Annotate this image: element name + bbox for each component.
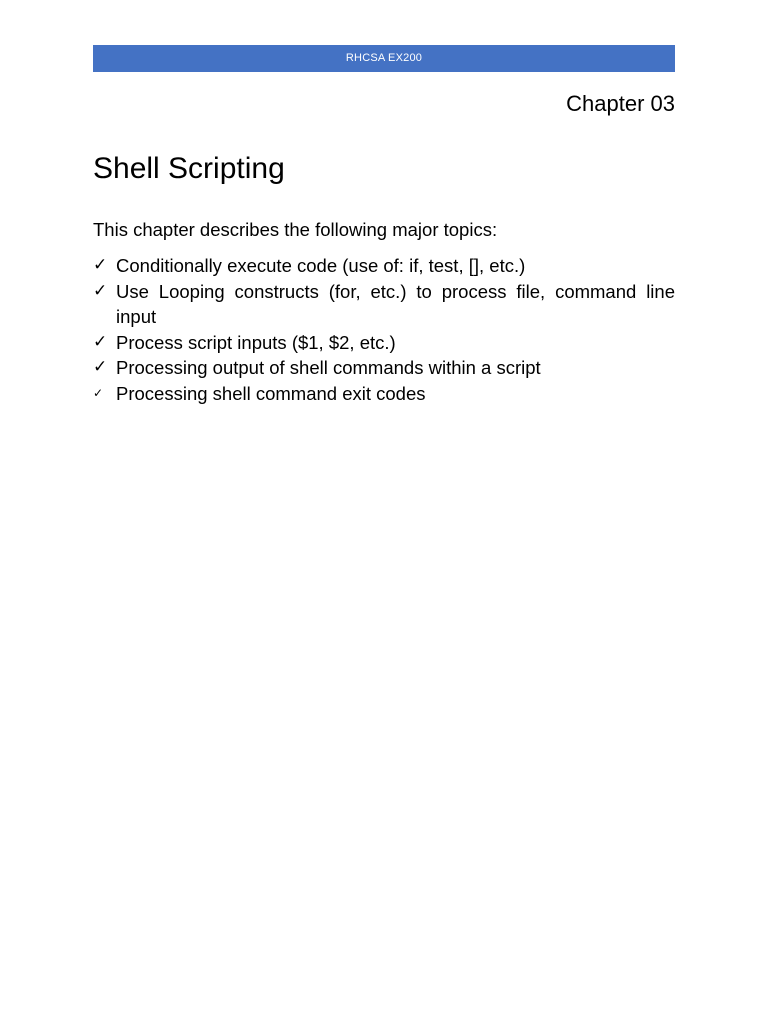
list-item-text: Processing output of shell commands within a script xyxy=(116,357,541,378)
intro-paragraph: This chapter describes the following major topics: xyxy=(93,219,498,240)
list-item xyxy=(93,253,675,279)
list-item-text: Processing shell command exit codes xyxy=(116,382,426,404)
list-item-text: Process script inputs ($1, $2, etc.) xyxy=(116,331,396,353)
checkmark-icon: ✓ xyxy=(93,357,108,377)
topic-list xyxy=(93,253,675,406)
list-item xyxy=(93,381,675,407)
list-item xyxy=(93,279,675,330)
checkmark-icon: ✓ xyxy=(93,385,104,400)
chapter-number: Chapter 03 xyxy=(566,91,675,116)
list-item-text: Use Looping constructs (for, etc.) to process file, command line input xyxy=(116,280,675,327)
checkmark-icon: ✓ xyxy=(93,331,108,352)
header-title: RHCSA EX200 xyxy=(345,52,423,64)
list-item xyxy=(93,330,675,356)
running-header xyxy=(93,45,675,72)
list-item xyxy=(93,355,675,381)
checkmark-icon: ✓ xyxy=(93,280,108,301)
page-title: Shell Scripting xyxy=(93,152,285,185)
list-item-text: Conditionally execute code (use of: if, test, [], etc.) xyxy=(116,255,526,276)
checkmark-icon: ✓ xyxy=(93,255,108,275)
